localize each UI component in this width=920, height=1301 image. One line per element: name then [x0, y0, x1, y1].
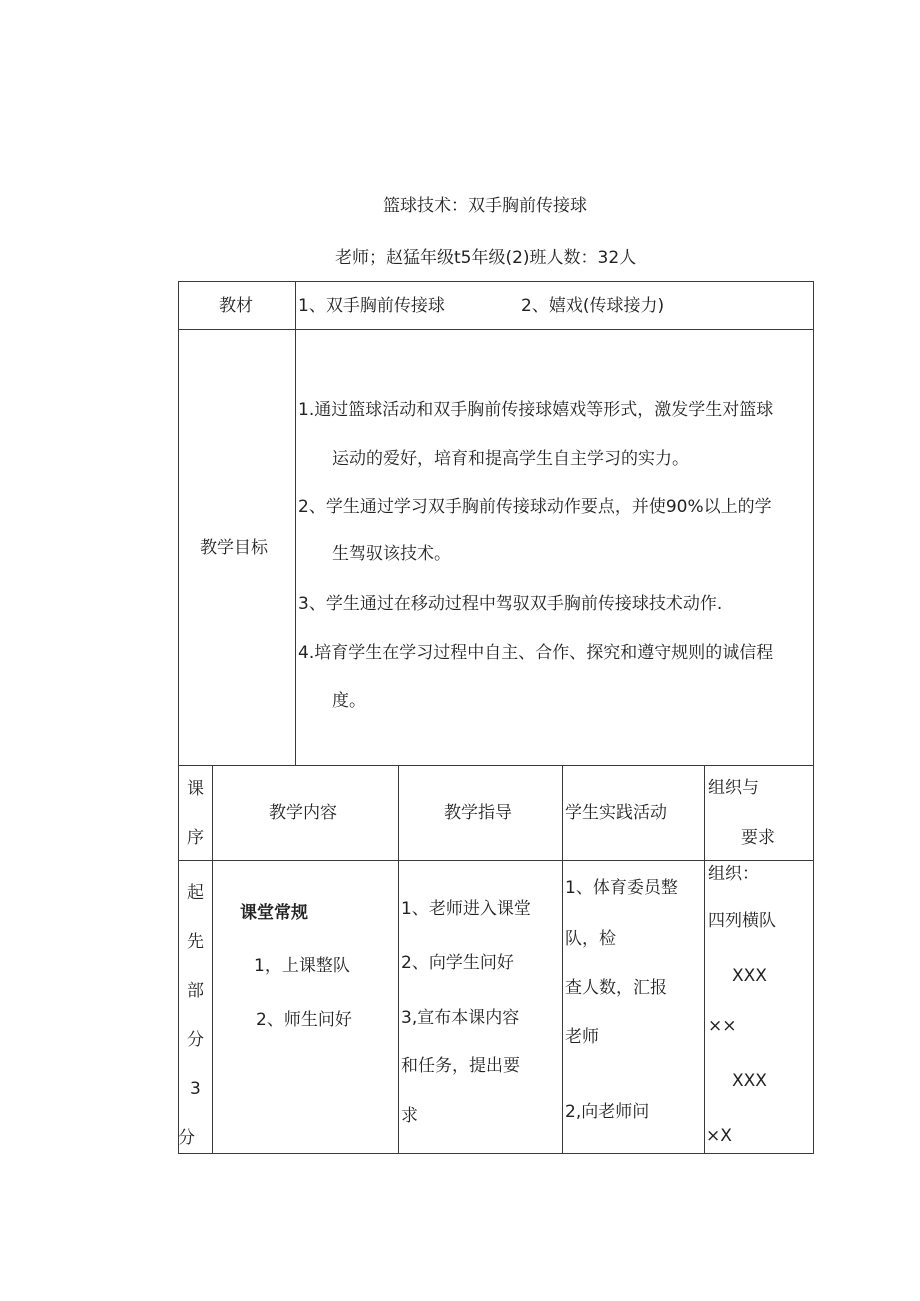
- objective-line: 2、学生通过学习双手胸前传接球动作要点，并使90%以上的学: [298, 497, 772, 517]
- formation-row: XXX: [732, 966, 767, 986]
- practice-line: 队，检: [565, 929, 616, 949]
- formation-row: ×X: [706, 1126, 732, 1146]
- header-guide: 教学指导: [444, 803, 512, 823]
- practice-line: 1、体育委员整: [565, 878, 678, 898]
- org-line: 四列横队: [708, 911, 776, 931]
- material-item-2: 2、嬉戏(传球接力): [521, 296, 665, 316]
- seq-char: 分: [187, 1030, 204, 1050]
- content-title: 课堂常规: [240, 903, 308, 923]
- guide-line: 3,宣布本课内容: [401, 1008, 520, 1028]
- practice-line: 2,向老师问: [565, 1102, 650, 1122]
- header-org-2: 要求: [741, 828, 775, 848]
- seq-char: 分: [178, 1128, 195, 1148]
- content-item: 1，上课整队: [254, 956, 350, 976]
- seq-char: 先: [187, 932, 204, 952]
- objective-line: 4.培育学生在学习过程中自主、合作、探究和遵守规则的诚信程: [298, 643, 774, 663]
- objective-line: 生驾驭该技术。: [332, 544, 451, 564]
- formation-row: XXX: [732, 1071, 767, 1091]
- material-item-1: 1、双手胸前传接球: [298, 296, 445, 316]
- header-org-1: 组织与: [708, 778, 759, 798]
- header-content: 教学内容: [269, 803, 337, 823]
- practice-line: 查人数，汇报: [565, 978, 667, 998]
- content-item: 2、师生问好: [256, 1010, 352, 1030]
- class-info: 老师；赵猛年级t5年级(2)班人数：32人: [335, 248, 637, 268]
- guide-line: 1、老师进入课堂: [401, 899, 531, 919]
- material-label: 教材: [219, 296, 253, 316]
- header-seq-2: 序: [187, 828, 204, 848]
- org-line: 组织：: [708, 864, 759, 884]
- formation-row: ××: [708, 1016, 737, 1036]
- guide-line: 和任务，提出要: [401, 1056, 520, 1076]
- guide-line: 2、向学生问好: [401, 953, 514, 973]
- practice-line: 老师: [565, 1027, 599, 1047]
- objectives-label: 教学目标: [200, 538, 268, 558]
- objective-line: 运动的爱好，培育和提高学生自主学习的实力。: [332, 449, 689, 469]
- guide-line: 求: [401, 1106, 418, 1126]
- objective-line: 1.通过篮球活动和双手胸前传接球嬉戏等形式，激发学生对篮球: [298, 400, 774, 420]
- header-seq-1: 课: [187, 779, 204, 799]
- seq-char: 3: [190, 1079, 201, 1099]
- header-practice: 学生实践活动: [565, 803, 667, 823]
- objective-line: 3、学生通过在移动过程中驾驭双手胸前传接球技术动作.: [298, 594, 723, 614]
- seq-char: 起: [187, 883, 204, 903]
- seq-char: 部: [187, 981, 204, 1001]
- page-title: 篮球技术：双手胸前传接球: [383, 196, 587, 216]
- objective-line: 度。: [332, 691, 366, 711]
